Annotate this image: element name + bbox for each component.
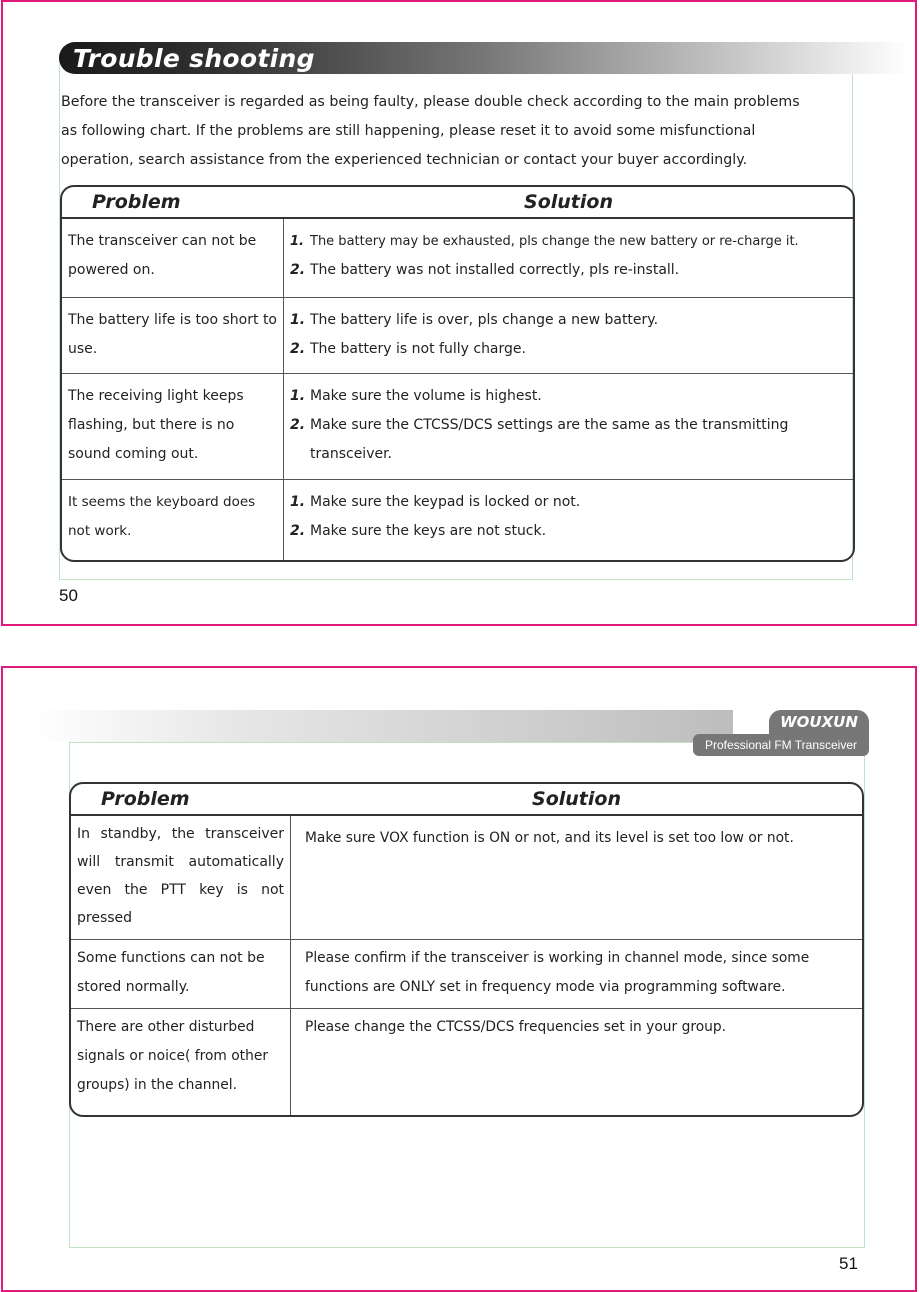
table-row [62,298,853,374]
problem-header: Problem [71,784,291,816]
table-row [62,219,853,298]
page-51 [1,666,917,1292]
solution-line: Please change the CTCSS/DCS frequencies set in your group. [305,1019,727,1035]
intro-line: as following chart. If the problems are still happening, please reset it to avoid some misfunctional [61,123,756,139]
troubleshooting-table [60,185,855,562]
solution-cell [291,816,862,940]
page-50 [1,0,917,626]
table-row [71,1009,862,1115]
solution-item: 2. Make sure the keys are not stuck. [290,523,547,539]
solution-cell [284,219,853,298]
problem-cell: The battery life is too short to use. [62,298,284,374]
solution-item: 2. The battery was not installed correctly, pls re-install. [290,262,680,278]
problem-cell: It seems the keyboard does not work. [62,480,284,560]
solution-header: Solution [284,187,853,219]
solution-line: Make sure VOX function is ON or not, and its level is set too low or not. [305,830,794,846]
problem-cell: The transceiver can not be powered on. [62,219,284,298]
solution-item: 1. Make sure the volume is highest. [290,388,542,404]
problem-cell: There are other disturbed signals or noice( from other groups) in the channel. [71,1009,291,1115]
problem-cell: In standby, the transceiver will transmit automatically even the PTT key is not pressed [71,816,291,940]
table-row [71,940,862,1009]
table-row [62,374,853,480]
table-row [71,816,862,940]
solution-item-continued: transceiver. [310,446,393,462]
intro-line: Before the transceiver is regarded as being faulty, please double check according to the main problems [61,94,800,110]
solution-item: 1. The battery life is over, pls change a new battery. [290,312,659,328]
problem-cell: Some functions can not be stored normally. [71,940,291,1009]
solution-line: Please confirm if the transceiver is working in channel mode, since some [305,950,810,966]
solution-cell [291,940,862,1009]
table-row [62,480,853,560]
solution-header: Solution [291,784,862,816]
intro-paragraph [61,88,861,175]
intro-line: operation, search assistance from the experienced technician or contact your buyer accordingly. [61,152,748,168]
troubleshooting-table [69,782,864,1117]
solution-cell [284,480,853,560]
solution-line: functions are ONLY set in frequency mode via programming software. [305,979,786,995]
wouxun-logo-icon: WOUXUN [769,710,869,734]
logo-tagline: Professional FM Transceiver [693,734,869,756]
page-number: 51 [839,1254,858,1273]
solution-item: 1. Make sure the keypad is locked or not. [290,494,581,510]
solution-cell [284,374,853,480]
solution-cell [291,1009,862,1115]
solution-item: 2. Make sure the CTCSS/DCS settings are the same as the transmitting [290,417,789,433]
solution-item: 1. The battery may be exhausted, pls change the new battery or re-charge it. [290,234,799,249]
solution-cell [284,298,853,374]
problem-header: Problem [62,187,284,219]
header-band [33,710,733,742]
section-title-bar [59,42,909,74]
page-number: 50 [59,586,78,605]
brand-logo [693,710,869,758]
problem-cell: The receiving light keeps flashing, but there is no sound coming out. [62,374,284,480]
section-title: Trouble shooting [73,44,315,73]
solution-item: 2. The battery is not fully charge. [290,341,526,357]
